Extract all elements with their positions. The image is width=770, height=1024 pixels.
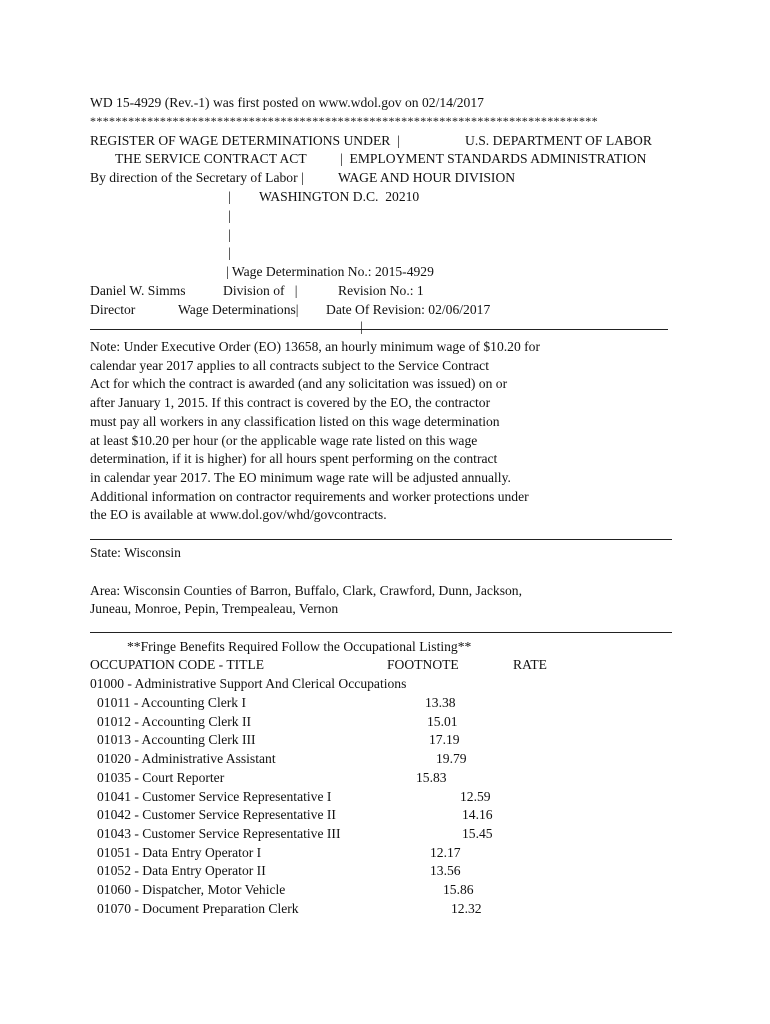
sca-heading-left: THE SERVICE CONTRACT ACT <box>115 151 307 166</box>
occupation-rate: 15.01 <box>427 714 458 729</box>
occupation-rate: 15.83 <box>416 770 447 785</box>
note-line: determination, if it is higher) for all hours spent performing on the contract <box>90 451 498 466</box>
note-line: in calendar year 2017. The EO minimum wage rate will be adjusted annually. <box>90 470 511 485</box>
occupation-rate: 12.17 <box>430 845 461 860</box>
occupation-title: 01013 - Accounting Clerk III <box>97 732 256 747</box>
column-separator: | <box>228 227 231 242</box>
note-line: must pay all workers in any classification listed on this wage determination <box>90 414 500 429</box>
column-header-occupation: OCCUPATION CODE - TITLE <box>90 657 265 672</box>
occupation-title: 01042 - Customer Service Representative II <box>97 807 336 822</box>
divider <box>90 632 672 633</box>
occupation-rate: 15.45 <box>462 826 493 841</box>
occupation-rate: 17.19 <box>429 732 460 747</box>
occupation-rate: 13.38 <box>425 695 456 710</box>
sca-heading-right: | EMPLOYMENT STANDARDS ADMINISTRATION <box>340 151 647 166</box>
wage-determinations-label: Wage Determinations| <box>178 302 299 317</box>
revision-date: Date Of Revision: 02/06/2017 <box>326 302 491 317</box>
wage-determination-number: | Wage Determination No.: 2015-4929 <box>226 264 434 279</box>
occupation-rate: 12.32 <box>451 901 482 916</box>
occupation-title: 01051 - Data Entry Operator I <box>97 845 262 860</box>
occupation-title: 01020 - Administrative Assistant <box>97 751 276 766</box>
note-line: Act for which the contract is awarded (and any solicitation was issued) on or <box>90 376 508 391</box>
divider-pipe: | <box>360 319 363 334</box>
star-separator: ******************************************************************************** <box>90 114 598 128</box>
direction-left: By direction of the Secretary of Labor | <box>90 170 304 185</box>
occupation-title: 01070 - Document Preparation Clerk <box>97 901 299 916</box>
note-line: after January 1, 2015. If this contract is covered by the EO, the contractor <box>90 395 491 410</box>
area-line: Area: Wisconsin Counties of Barron, Buffalo, Clark, Crawford, Dunn, Jackson, <box>90 583 522 598</box>
note-line: calendar year 2017 applies to all contracts subject to the Service Contract <box>90 358 489 373</box>
occupation-group: 01000 - Administrative Support And Clerical Occupations <box>90 676 407 691</box>
occupation-title: 01043 - Customer Service Representative III <box>97 826 341 841</box>
note-line: Additional information on contractor requirements and worker protections under <box>90 489 529 504</box>
register-heading-left: REGISTER OF WAGE DETERMINATIONS UNDER | <box>90 133 400 148</box>
occupation-rate: 14.16 <box>462 807 493 822</box>
occupation-title: 01052 - Data Entry Operator II <box>97 863 266 878</box>
occupation-title: 01035 - Court Reporter <box>97 770 225 785</box>
revision-number: Revision No.: 1 <box>338 283 424 298</box>
direction-right: WAGE AND HOUR DIVISION <box>338 170 516 185</box>
column-header-footnote: FOOTNOTE <box>387 657 459 672</box>
divider <box>90 329 668 330</box>
note-line: Note: Under Executive Order (EO) 13658, an hourly minimum wage of $10.20 for <box>90 339 540 354</box>
occupation-title: 01060 - Dispatcher, Motor Vehicle <box>97 882 286 897</box>
register-heading-right: U.S. DEPARTMENT OF LABOR <box>465 133 652 148</box>
division-of: Division of | <box>223 283 298 298</box>
state-label: State: Wisconsin <box>90 545 181 560</box>
occupation-title: 01041 - Customer Service Representative I <box>97 789 332 804</box>
posted-line: WD 15-4929 (Rev.-1) was first posted on www.wdol.gov on 02/14/2017 <box>90 95 484 110</box>
column-separator: | <box>228 208 231 223</box>
washington-pipe: | <box>228 189 231 204</box>
administrator-title: Director <box>90 302 136 317</box>
occupation-rate: 19.79 <box>436 751 467 766</box>
occupation-rate: 12.59 <box>460 789 491 804</box>
note-line: the EO is available at www.dol.gov/whd/govcontracts. <box>90 507 387 522</box>
occupation-title: 01011 - Accounting Clerk I <box>97 695 246 710</box>
occupation-title: 01012 - Accounting Clerk II <box>97 714 252 729</box>
occupation-rate: 13.56 <box>430 863 461 878</box>
administrator-name: Daniel W. Simms <box>90 283 186 298</box>
washington-address: WASHINGTON D.C. 20210 <box>259 189 420 204</box>
column-separator: | <box>228 245 231 260</box>
fringe-benefits-note: **Fringe Benefits Required Follow the Occupational Listing** <box>127 639 472 654</box>
occupation-rate: 15.86 <box>443 882 474 897</box>
area-line: Juneau, Monroe, Pepin, Trempealeau, Vernon <box>90 601 339 616</box>
divider <box>90 539 672 540</box>
note-line: at least $10.20 per hour (or the applicable wage rate listed on this wage <box>90 433 478 448</box>
column-header-rate: RATE <box>513 657 547 672</box>
